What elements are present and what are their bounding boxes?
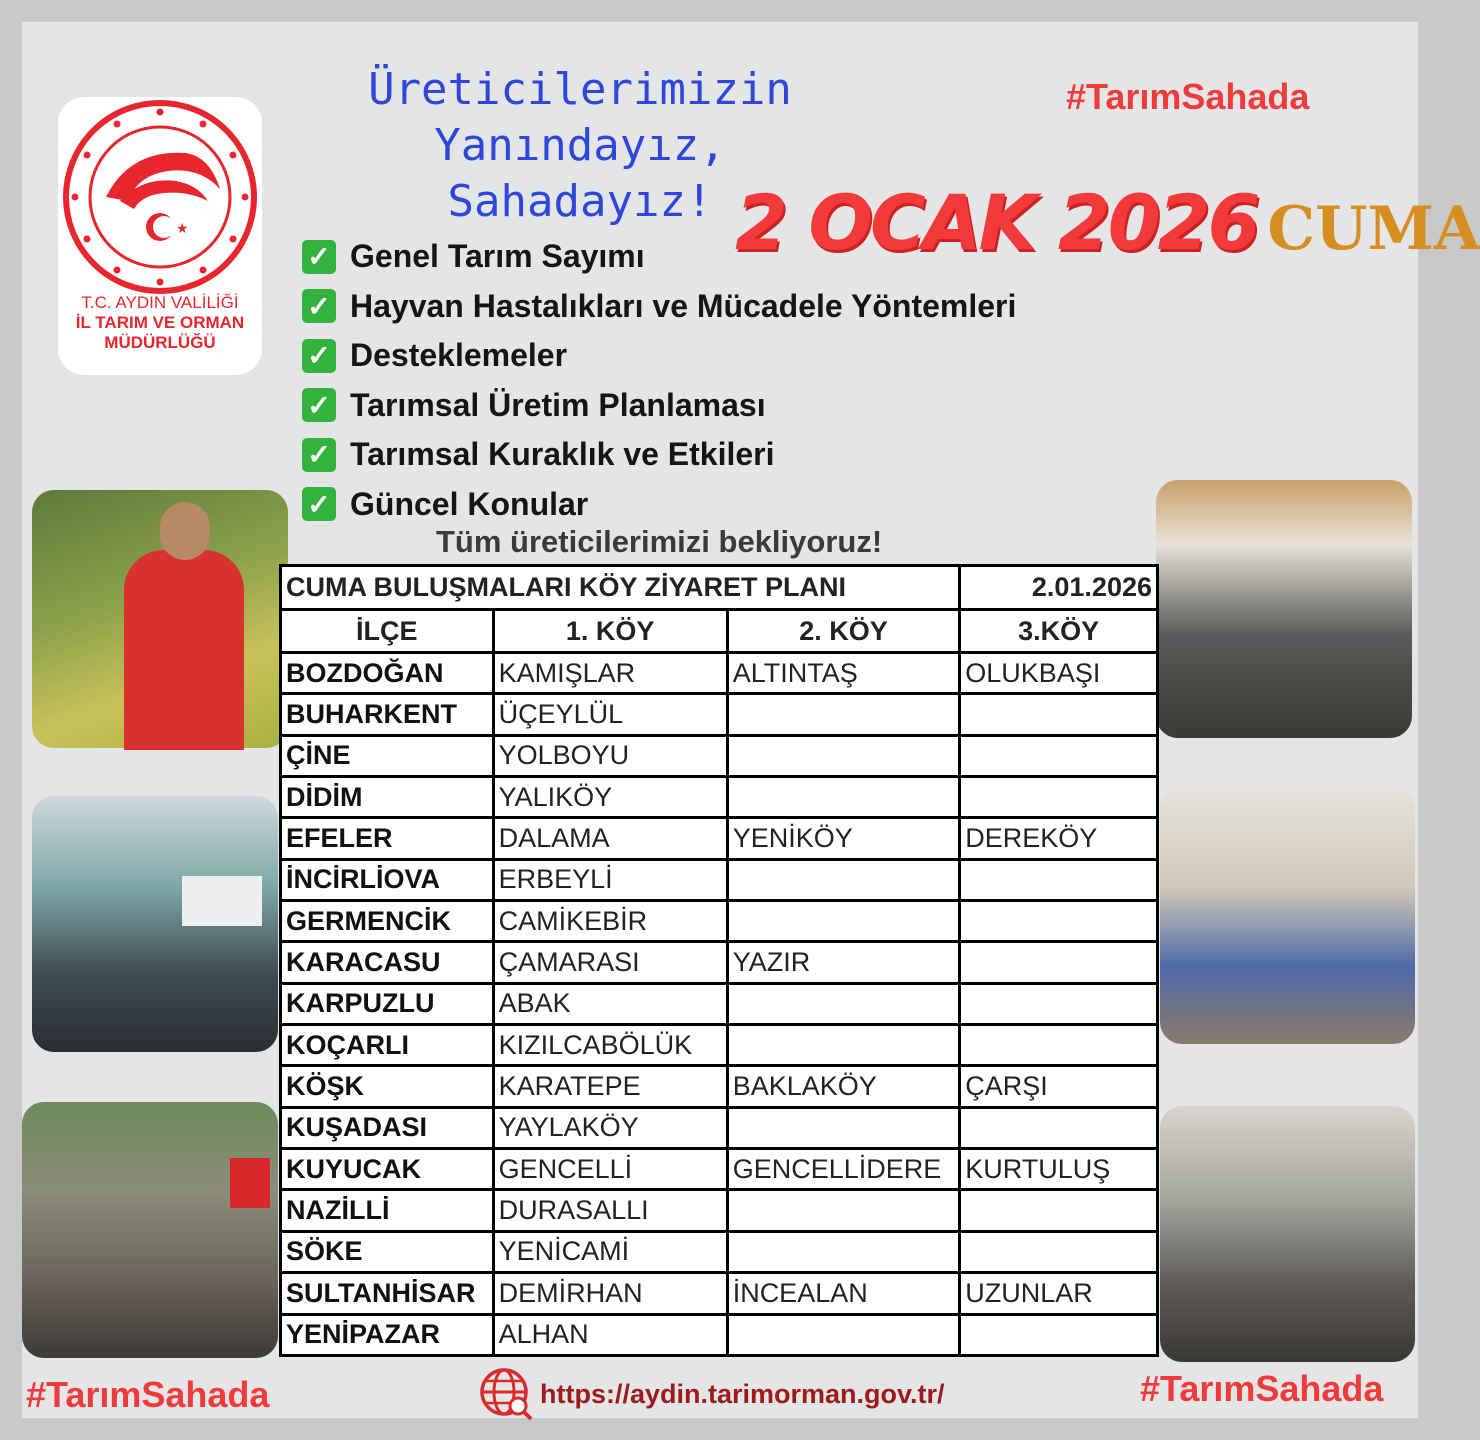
svg-text:★: ★ [176, 221, 189, 237]
photo-outdoor-gathering [22, 1102, 278, 1358]
date-main: 2 OCAK 2026 [735, 178, 1258, 267]
table-row: KARPUZLU ABAK [281, 983, 1158, 1024]
headline-line-2: Yanındayız, [434, 120, 726, 171]
photo-meeting-room [32, 796, 278, 1052]
topic-list [302, 232, 1122, 529]
header-ilce: İLÇE [281, 610, 494, 653]
table-row: İNCİRLİOVA ERBEYLİ [281, 859, 1158, 900]
table-row: DİDİM YALIKÖY [281, 777, 1158, 818]
topic-item: ✓ Tarımsal Kuraklık ve Etkileri [302, 430, 1122, 480]
table-row: KÖŞK KARATEPE BAKLAKÖY ÇARŞI [281, 1066, 1158, 1107]
table-row: SULTANHİSAR DEMİRHAN İNCEALAN UZUNLAR [281, 1273, 1158, 1314]
table-date: 2.01.2026 [960, 566, 1158, 610]
logo-line-2: İL TARIM VE ORMAN [75, 313, 245, 332]
table-row: YENİPAZAR ALHAN [281, 1314, 1158, 1356]
ministry-logo [58, 97, 262, 375]
table-header-row [281, 610, 1158, 653]
photo-tea-garden [1160, 1106, 1415, 1362]
headline-line-1: Üreticilerimizin [368, 64, 792, 115]
topic-item: ✓ Desteklemeler [302, 331, 1122, 381]
topic-item: ✓ Genel Tarım Sayımı [302, 232, 1122, 282]
photo-coffeehouse [1160, 786, 1415, 1044]
logo-line-3: MÜDÜRLÜĞÜ [104, 333, 216, 352]
table-row: SÖKE YENİCAMİ [281, 1231, 1158, 1272]
headline-line-3: Sahadayız! [447, 176, 713, 227]
hashtag-bottom-right: #TarımSahada [1140, 1368, 1384, 1409]
table-title-row [281, 566, 1158, 610]
photo-village-hall [1156, 480, 1412, 738]
hashtag-bottom-left: #TarımSahada [26, 1374, 270, 1415]
table-title: CUMA BULUŞMALARI KÖY ZİYARET PLANI [281, 566, 960, 610]
check-icon: ✓ [302, 388, 336, 422]
table-row: ÇİNE YOLBOYU [281, 735, 1158, 776]
invite-text: Tüm üreticilerimizi bekliyoruz! [436, 524, 883, 559]
table-row: EFELER DALAMA YENİKÖY DEREKÖY [281, 818, 1158, 859]
header-koy-1: 1. KÖY [493, 610, 727, 653]
check-icon: ✓ [302, 487, 336, 521]
check-icon: ✓ [302, 240, 336, 274]
check-icon: ✓ [302, 438, 336, 472]
table-row: KOÇARLI KIZILCABÖLÜK [281, 1025, 1158, 1066]
table-row: NAZİLLİ DURASALLI [281, 1190, 1158, 1231]
table-row: BUHARKENT ÜÇEYLÜL [281, 694, 1158, 735]
logo-line-1: T.C. AYDIN VALİLİĞİ [81, 293, 239, 312]
visit-plan-table [279, 564, 1159, 1357]
table-row: KUŞADASI YAYLAKÖY [281, 1107, 1158, 1148]
globe-search-icon [478, 1366, 534, 1422]
topic-item: ✓ Güncel Konular [302, 480, 1122, 530]
date-day: CUMA [1267, 194, 1480, 264]
topic-item: ✓ Hayvan Hastalıkları ve Mücadele Yöntemleri [302, 282, 1122, 332]
topic-item: ✓ Tarımsal Üretim Planlaması [302, 381, 1122, 431]
check-icon: ✓ [302, 339, 336, 373]
website-link[interactable] [478, 1366, 945, 1422]
table-row: KUYUCAK GENCELLİ GENCELLİDERE KURTULUŞ [281, 1149, 1158, 1190]
hashtag-top: #TarımSahada [1066, 76, 1310, 117]
ministry-seal-icon [58, 97, 262, 297]
table-row: KARACASU ÇAMARASI YAZIR [281, 942, 1158, 983]
website-url[interactable]: https://aydin.tarimorman.gov.tr/ [540, 1378, 945, 1409]
check-icon: ✓ [302, 289, 336, 323]
table-row: GERMENCİK CAMİKEBİR [281, 901, 1158, 942]
photo-official-in-field [32, 490, 288, 748]
header-koy-3: 3.KÖY [960, 610, 1158, 653]
header-koy-2: 2. KÖY [727, 610, 960, 653]
table-row: BOZDOĞAN KAMIŞLAR ALTINTAŞ OLUKBAŞI [281, 653, 1158, 694]
